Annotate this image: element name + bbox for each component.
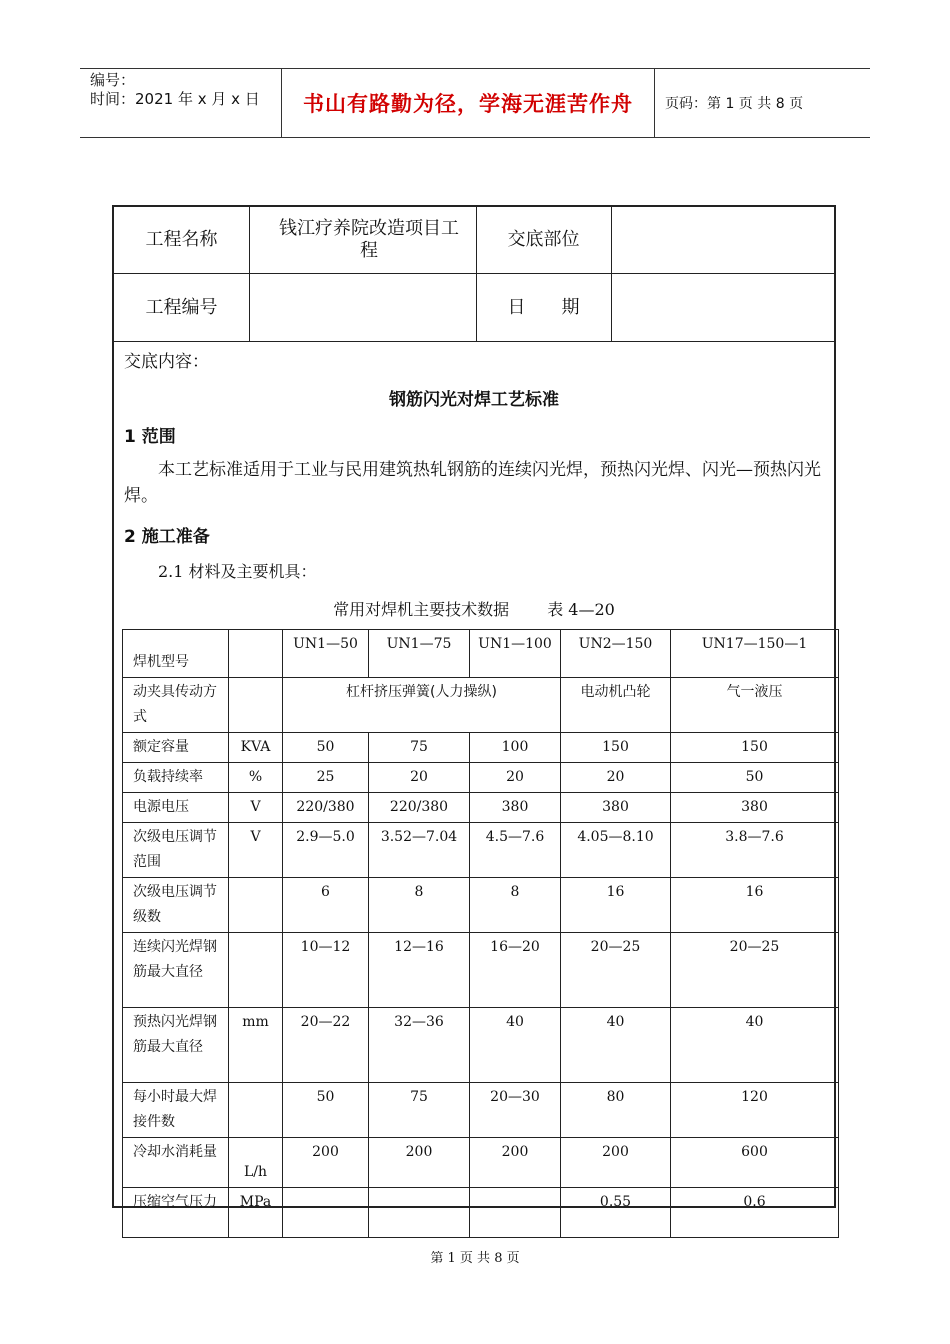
value-cell: 150 xyxy=(561,733,671,763)
drive-type-cell: 电动机凸轮 xyxy=(561,678,671,733)
value-cell: 200 xyxy=(470,1138,561,1188)
value-cell: 4.5—7.6 xyxy=(470,823,561,878)
value-cell: 380 xyxy=(561,793,671,823)
section-1-title: 1 范围 xyxy=(124,427,176,447)
unit-cell: mm xyxy=(229,1008,283,1083)
handover-part-label: 交底部位 xyxy=(507,229,580,250)
header-motto: 书山有路勤为径，学海无涯苦作舟 xyxy=(303,92,633,116)
value-cell: 0.55 xyxy=(561,1188,671,1238)
model-cell: UN17—150—1 xyxy=(671,630,839,678)
value-cell: 20—25 xyxy=(561,933,671,1008)
value-cell: 75 xyxy=(369,1083,470,1138)
row-label: 预热闪光焊钢筋最大直径 xyxy=(123,1008,229,1083)
header-meta xyxy=(90,71,260,109)
project-no-label: 工程编号 xyxy=(145,296,218,318)
number-label: 编号： xyxy=(90,71,136,89)
unit-cell: % xyxy=(229,763,283,793)
row-label: 连续闪光焊钢筋最大直径 xyxy=(123,933,229,1008)
value-cell: 20—30 xyxy=(470,1083,561,1138)
value-cell: 20 xyxy=(470,763,561,793)
row-label: 额定容量 xyxy=(123,733,229,763)
project-no-value xyxy=(250,274,476,341)
row-label: 压缩空气压力 xyxy=(123,1188,229,1238)
drive-type-cell: 气一液压 xyxy=(671,678,839,733)
row-label: 次级电压调节级数 xyxy=(123,878,229,933)
welder-spec-table xyxy=(122,629,839,1238)
row-label: 电源电压 xyxy=(123,793,229,823)
date-label: 日 期 xyxy=(507,296,580,318)
row-label: 每小时最大焊接件数 xyxy=(123,1083,229,1138)
unit-cell: V xyxy=(229,823,283,878)
table-row xyxy=(123,878,839,933)
time-label: 时间：2021 年 x 月 x 日 xyxy=(90,90,260,108)
page-footer: 第 1 页 共 8 页 xyxy=(430,1251,520,1266)
model-cell: UN2—150 xyxy=(561,630,671,678)
table-row xyxy=(123,1008,839,1083)
value-cell: 80 xyxy=(561,1083,671,1138)
value-cell: 40 xyxy=(671,1008,839,1083)
value-cell: 4.05—8.10 xyxy=(561,823,671,878)
value-cell xyxy=(283,1188,369,1238)
unit-cell: V xyxy=(229,793,283,823)
model-cell: UN1—50 xyxy=(283,630,369,678)
table-number: 表 4—20 xyxy=(547,600,615,619)
document-title: 钢筋闪光对焊工艺标准 xyxy=(389,390,559,410)
page-header xyxy=(80,68,870,138)
value-cell: 40 xyxy=(561,1008,671,1083)
unit-cell: KVA xyxy=(229,733,283,763)
value-cell: 220/380 xyxy=(283,793,369,823)
value-cell: 220/380 xyxy=(369,793,470,823)
value-cell: 16—20 xyxy=(470,933,561,1008)
drive-type-cell: 杠杆挤压弹簧(人力操纵) xyxy=(283,678,561,733)
table-row xyxy=(123,1083,839,1138)
table-row xyxy=(123,630,839,678)
model-cell: UN1—100 xyxy=(470,630,561,678)
grid-line xyxy=(114,341,834,342)
row-label: 负载持续率 xyxy=(123,763,229,793)
row-label: 动夹具传动方式 xyxy=(123,678,229,733)
table-row xyxy=(123,1138,839,1188)
value-cell: 8 xyxy=(470,878,561,933)
value-cell xyxy=(369,1188,470,1238)
value-cell: 380 xyxy=(671,793,839,823)
value-cell: 200 xyxy=(283,1138,369,1188)
date-value xyxy=(611,274,834,341)
unit-cell xyxy=(229,933,283,1008)
value-cell: 20—25 xyxy=(671,933,839,1008)
value-cell: 150 xyxy=(671,733,839,763)
project-name-label: 工程名称 xyxy=(145,229,218,250)
unit-cell xyxy=(229,630,283,678)
value-cell: 32—36 xyxy=(369,1008,470,1083)
handover-form xyxy=(112,205,836,1208)
table-row xyxy=(123,678,839,733)
table-row xyxy=(123,1188,839,1238)
row-label: 焊机型号 xyxy=(123,630,229,678)
section-1-text: 本工艺标准适用于工业与民用建筑热轧钢筋的连续闪光焊，预热闪光焊、闪光—预热闪光焊。 xyxy=(124,460,821,506)
value-cell: 20 xyxy=(561,763,671,793)
table-row xyxy=(123,763,839,793)
value-cell: 10—12 xyxy=(283,933,369,1008)
value-cell: 25 xyxy=(283,763,369,793)
row-label: 冷却水消耗量 xyxy=(123,1138,229,1188)
value-cell: 2.9—5.0 xyxy=(283,823,369,878)
value-cell: 50 xyxy=(671,763,839,793)
table-row xyxy=(123,823,839,878)
value-cell: 100 xyxy=(470,733,561,763)
value-cell: 200 xyxy=(561,1138,671,1188)
unit-cell: MPa xyxy=(229,1188,283,1238)
value-cell: 8 xyxy=(369,878,470,933)
value-cell: 20 xyxy=(369,763,470,793)
subsection-2-1: 2.1 材料及主要机具： xyxy=(158,562,317,581)
value-cell: 3.8—7.6 xyxy=(671,823,839,878)
unit-cell xyxy=(229,878,283,933)
value-cell: 12—16 xyxy=(369,933,470,1008)
table-caption-text: 常用对焊机主要技术数据 xyxy=(333,600,510,619)
header-page-label: 页码：第 1 页 共 8 页 xyxy=(665,96,804,112)
table-row xyxy=(123,933,839,1008)
value-cell: 50 xyxy=(283,733,369,763)
handover-part-value xyxy=(611,207,834,273)
project-name-value: 钱江疗养院改造项目工程 xyxy=(279,218,459,261)
value-cell: 0.6 xyxy=(671,1188,839,1238)
intro-label: 交底内容： xyxy=(124,352,209,372)
value-cell: 50 xyxy=(283,1083,369,1138)
value-cell: 120 xyxy=(671,1083,839,1138)
value-cell: 40 xyxy=(470,1008,561,1083)
value-cell: 16 xyxy=(671,878,839,933)
value-cell: 16 xyxy=(561,878,671,933)
value-cell: 380 xyxy=(470,793,561,823)
table-caption xyxy=(114,597,834,620)
value-cell: 200 xyxy=(369,1138,470,1188)
table-row xyxy=(123,733,839,763)
header-divider xyxy=(654,69,655,137)
unit-cell xyxy=(229,1083,283,1138)
value-cell xyxy=(470,1188,561,1238)
section-2-title: 2 施工准备 xyxy=(124,527,210,547)
model-cell: UN1—75 xyxy=(369,630,470,678)
value-cell: 6 xyxy=(283,878,369,933)
table-row xyxy=(123,793,839,823)
unit-cell: L/h xyxy=(229,1138,283,1188)
row-label: 次级电压调节范围 xyxy=(123,823,229,878)
value-cell: 20—22 xyxy=(283,1008,369,1083)
value-cell: 3.52—7.04 xyxy=(369,823,470,878)
unit-cell xyxy=(229,678,283,733)
value-cell: 75 xyxy=(369,733,470,763)
value-cell: 600 xyxy=(671,1138,839,1188)
spec-body xyxy=(123,733,839,1238)
